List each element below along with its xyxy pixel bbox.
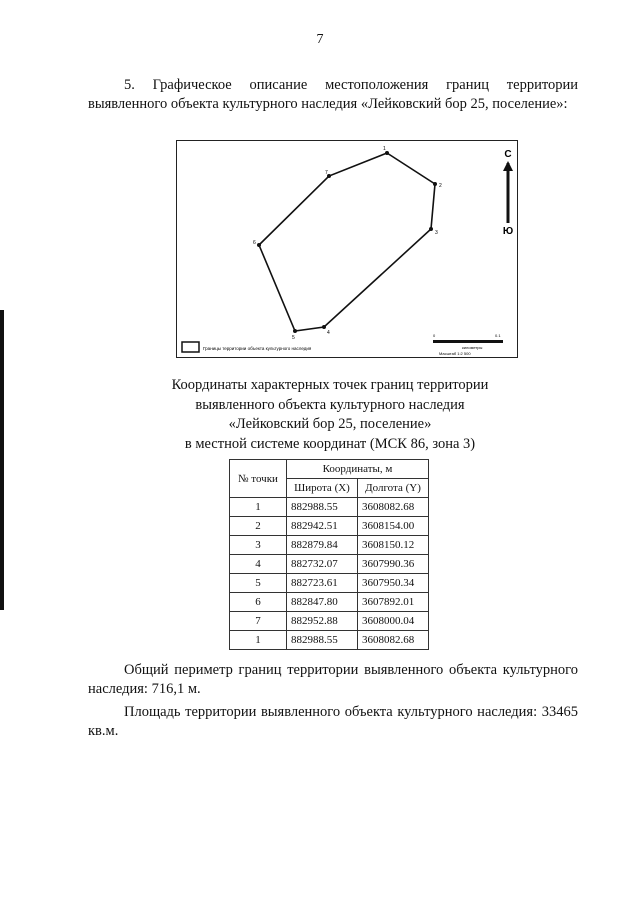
cell-point-number: 7 bbox=[230, 612, 287, 631]
table-row bbox=[230, 555, 429, 574]
cell-latitude: 882879.84 bbox=[287, 536, 358, 555]
cell-point-number: 4 bbox=[230, 555, 287, 574]
table-row bbox=[230, 574, 429, 593]
boundary-vertex bbox=[433, 182, 437, 186]
boundary-map-canvas bbox=[177, 141, 519, 359]
cell-latitude: 882988.55 bbox=[287, 498, 358, 517]
table-row bbox=[230, 498, 429, 517]
boundary-map bbox=[176, 140, 518, 358]
table-row bbox=[230, 631, 429, 650]
boundary-polygon-group bbox=[253, 146, 442, 341]
cell-longitude: 3607892.01 bbox=[358, 593, 429, 612]
cell-longitude: 3608150.12 bbox=[358, 536, 429, 555]
cell-latitude: 882988.55 bbox=[287, 631, 358, 650]
north-arrow bbox=[503, 149, 513, 237]
perimeter-paragraph: Общий периметр границ территории выявленного объекта культурного наследия: 716,1 м. bbox=[88, 662, 578, 697]
area-paragraph: Площадь территории выявленного объекта культурного наследия: 33465 кв.м. bbox=[88, 704, 578, 739]
cell-point-number: 3 bbox=[230, 536, 287, 555]
legend-text: Границы территории объекта культурного наследия bbox=[203, 346, 312, 351]
coordinates-heading bbox=[120, 376, 540, 454]
vertex-label: 1 bbox=[383, 146, 386, 152]
boundary-line bbox=[259, 153, 435, 331]
cell-latitude: 882942.51 bbox=[287, 517, 358, 536]
vertex-label: 7 bbox=[325, 170, 328, 176]
header-longitude: Долгота (Y) bbox=[358, 479, 429, 498]
cell-longitude: 3608154.00 bbox=[358, 517, 429, 536]
boundary-vertex bbox=[257, 243, 261, 247]
vertex-label: 3 bbox=[435, 230, 438, 236]
page-binding-edge bbox=[0, 310, 4, 610]
table-row bbox=[230, 612, 429, 631]
scale-end-label: 0.1 bbox=[495, 333, 501, 338]
header-latitude: Широта (X) bbox=[287, 479, 358, 498]
boundary-vertex bbox=[429, 227, 433, 231]
cell-point-number: 5 bbox=[230, 574, 287, 593]
boundary-vertex bbox=[293, 329, 297, 333]
cell-latitude: 882847.80 bbox=[287, 593, 358, 612]
table-row bbox=[230, 517, 429, 536]
page-number: 7 bbox=[316, 32, 324, 47]
north-label: С bbox=[504, 149, 512, 160]
coordinates-heading-line-2: выявленного объекта культурного наследия bbox=[195, 396, 465, 413]
coordinates-heading-line-4: в местной системе координат (МСК 86, зона 3) bbox=[184, 435, 476, 452]
section-intro-paragraph: 5. Графическое описание местоположения границ территории выявленного объекта культурного наследия «Лейковский бор 25, поселение»: bbox=[88, 77, 578, 112]
scale-ratio-label: Масштаб 1:2 500 bbox=[439, 351, 471, 356]
vertex-label: 5 bbox=[292, 335, 295, 341]
cell-latitude: 882732.07 bbox=[287, 555, 358, 574]
cell-point-number: 1 bbox=[230, 631, 287, 650]
vertex-label: 6 bbox=[253, 240, 256, 246]
cell-longitude: 3607950.34 bbox=[358, 574, 429, 593]
cell-longitude: 3607990.36 bbox=[358, 555, 429, 574]
scale-start-label: 0 bbox=[433, 333, 436, 338]
table-row bbox=[230, 593, 429, 612]
cell-point-number: 1 bbox=[230, 498, 287, 517]
scale-unit-label: километры bbox=[462, 345, 483, 350]
vertex-label: 4 bbox=[327, 330, 330, 336]
header-point-number: № точки bbox=[230, 460, 287, 498]
cell-latitude: 882952.88 bbox=[287, 612, 358, 631]
cell-latitude: 882723.61 bbox=[287, 574, 358, 593]
coordinates-table bbox=[229, 459, 429, 650]
vertex-label: 2 bbox=[439, 183, 442, 189]
coordinates-table-body bbox=[230, 498, 429, 650]
header-coordinates: Координаты, м bbox=[287, 460, 429, 479]
table-row bbox=[230, 536, 429, 555]
coordinates-heading-line-1: Координаты характерных точек границ территории bbox=[171, 377, 489, 393]
boundary-vertex bbox=[322, 325, 326, 329]
cell-longitude: 3608000.04 bbox=[358, 612, 429, 631]
south-label: Ю bbox=[502, 226, 514, 237]
cell-point-number: 6 bbox=[230, 593, 287, 612]
map-legend bbox=[182, 342, 312, 352]
coordinates-heading-line-3: «Лейковский бор 25, поселение» bbox=[228, 416, 432, 432]
cell-point-number: 2 bbox=[230, 517, 287, 536]
scale-bar bbox=[433, 333, 503, 356]
cell-longitude: 3608082.68 bbox=[358, 631, 429, 650]
cell-longitude: 3608082.68 bbox=[358, 498, 429, 517]
